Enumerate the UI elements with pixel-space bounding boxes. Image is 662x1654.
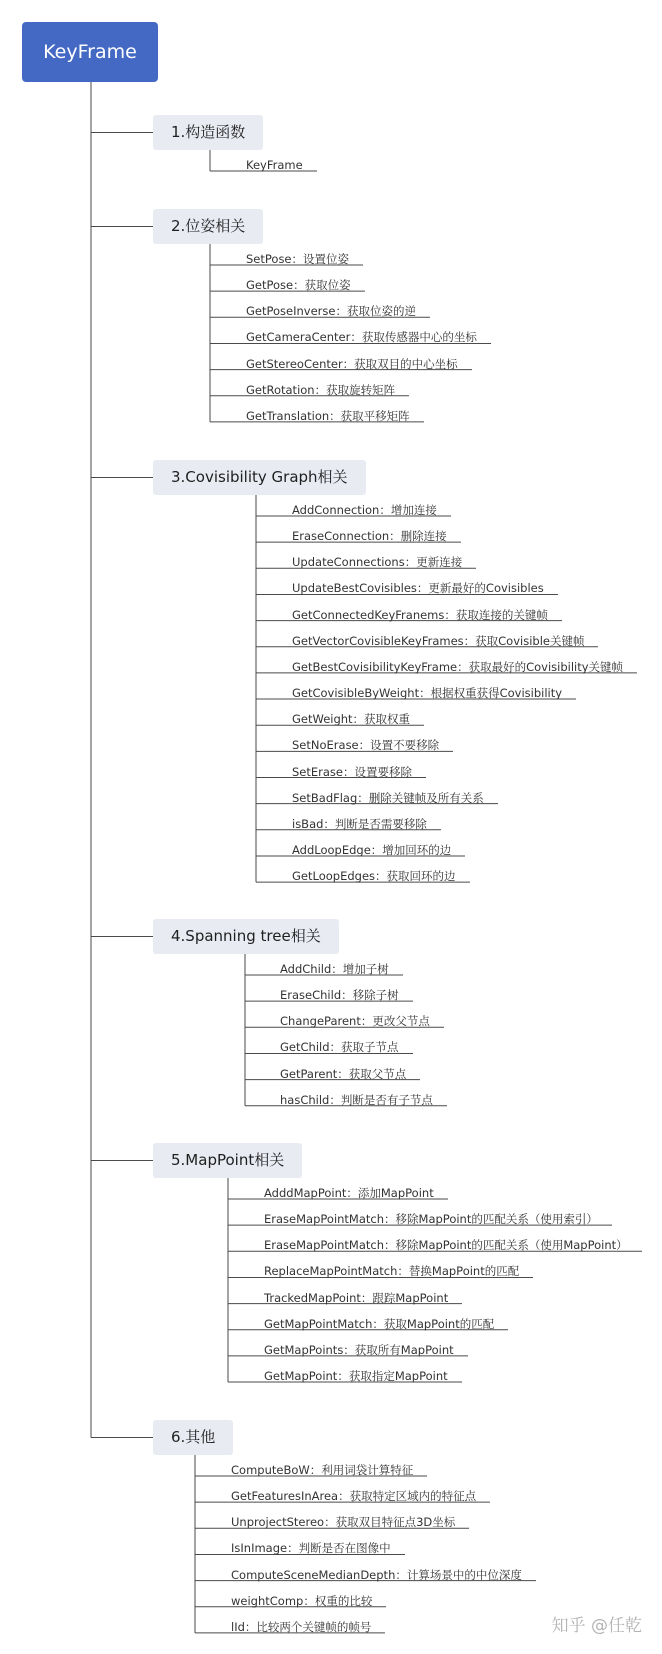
section-node: 1.构造函数: [153, 115, 263, 150]
leaf-item: GetTranslation：获取平移矩阵: [246, 408, 410, 423]
leaf-item: ReplaceMapPointMatch：替换MapPoint的匹配: [264, 1264, 520, 1279]
leaf-item: GetChild：获取子节点: [280, 1040, 399, 1055]
leaf-item: AddConnection：增加连接: [292, 503, 437, 517]
leaf-item: SetPose：设置位姿: [246, 252, 350, 266]
leaf-item: GetConnectedKeyFranems：获取连接的关键帧: [292, 607, 548, 622]
leaf-item: EraseMapPointMatch：移除MapPoint的匹配关系（使用索引）: [264, 1212, 598, 1227]
leaf-item: isBad：判断是否需要移除: [292, 816, 427, 831]
section-node: 4.Spanning tree相关: [153, 919, 339, 954]
leaf-item: AddChild：增加子树: [280, 962, 389, 976]
leaf-item: EraseConnection：删除连接: [292, 529, 447, 544]
leaf-item: GetCovisibleByWeight：根据权重获得Covisibility: [292, 686, 563, 701]
leaf-item: GetPoseInverse：获取位姿的逆: [246, 304, 416, 319]
leaf-item: SetBadFlag：删除关键帧及所有关系: [292, 790, 484, 805]
leaf-item: UnprojectStereo：获取双目特征点3D坐标: [231, 1515, 456, 1530]
leaf-item: GetParent：获取父节点: [280, 1066, 407, 1081]
leaf-item: KeyFrame: [246, 158, 303, 172]
section-node: 5.MapPoint相关: [153, 1143, 302, 1178]
leaf-item: ChangeParent：更改父节点: [280, 1014, 430, 1029]
leaf-item: GetWeight：获取权重: [292, 712, 411, 727]
leaf-item: ComputeSceneMedianDepth：计算场景中的中位深度: [231, 1567, 522, 1582]
leaf-item: GetStereoCenter：获取双目的中心坐标: [246, 356, 458, 371]
leaf-item: SetErase：设置要移除: [292, 764, 412, 779]
leaf-item: IsInImage：判断是否在图像中: [231, 1541, 391, 1556]
section-node: 2.位姿相关: [153, 209, 263, 244]
leaf-item: UpdateConnections：更新连接: [292, 555, 463, 570]
section-node: 6.其他: [153, 1420, 233, 1455]
leaf-item: lId：比较两个关键帧的帧号: [231, 1619, 372, 1634]
leaf-item: AddLoopEdge：增加回环的边: [292, 842, 452, 857]
leaf-item: EraseChild：移除子树: [280, 988, 399, 1003]
watermark: 知乎 @任乾: [551, 1616, 642, 1636]
leaf-item: GetLoopEdges：获取回环的边: [292, 869, 456, 884]
root-node: [22, 22, 158, 82]
leaf-item: UpdateBestCovisibles：更新最好的Covisibles: [292, 581, 544, 596]
leaf-item: hasChild：判断是否有子节点: [280, 1092, 433, 1107]
leaf-item: GetPose：获取位姿: [246, 278, 351, 293]
section-node: 3.Covisibility Graph相关: [153, 460, 366, 495]
root-label: KeyFrame: [43, 41, 137, 63]
leaf-item: GetBestCovisibilityKeyFrame：获取最好的Covisibility关键帧: [292, 659, 624, 674]
leaf-item: ComputeBoW：利用词袋计算特征: [231, 1463, 414, 1477]
leaf-item: AdddMapPoint：添加MapPoint: [264, 1186, 434, 1200]
leaf-item: GetRotation：获取旋转矩阵: [246, 382, 396, 397]
leaf-item: TrackedMapPoint：跟踪MapPoint: [264, 1290, 449, 1305]
leaf-item: SetNoErase：设置不要移除: [292, 738, 440, 753]
leaf-item: weightComp：权重的比较: [231, 1593, 373, 1608]
leaf-item: GetMapPoints：获取所有MapPoint: [264, 1342, 454, 1357]
leaf-item: EraseMapPointMatch：移除MapPoint的匹配关系（使用MapPoint）: [264, 1238, 628, 1253]
leaf-item: GetMapPointMatch：获取MapPoint的匹配: [264, 1316, 495, 1331]
leaf-item: GetVectorCovisibleKeyFrames：获取Covisible关键帧: [292, 633, 585, 648]
leaf-item: GetCameraCenter：获取传感器中心的坐标: [246, 330, 477, 345]
leaf-item: GetFeaturesInArea：获取特定区域内的特征点: [231, 1489, 477, 1504]
leaf-item: GetMapPoint：获取指定MapPoint: [264, 1369, 448, 1384]
